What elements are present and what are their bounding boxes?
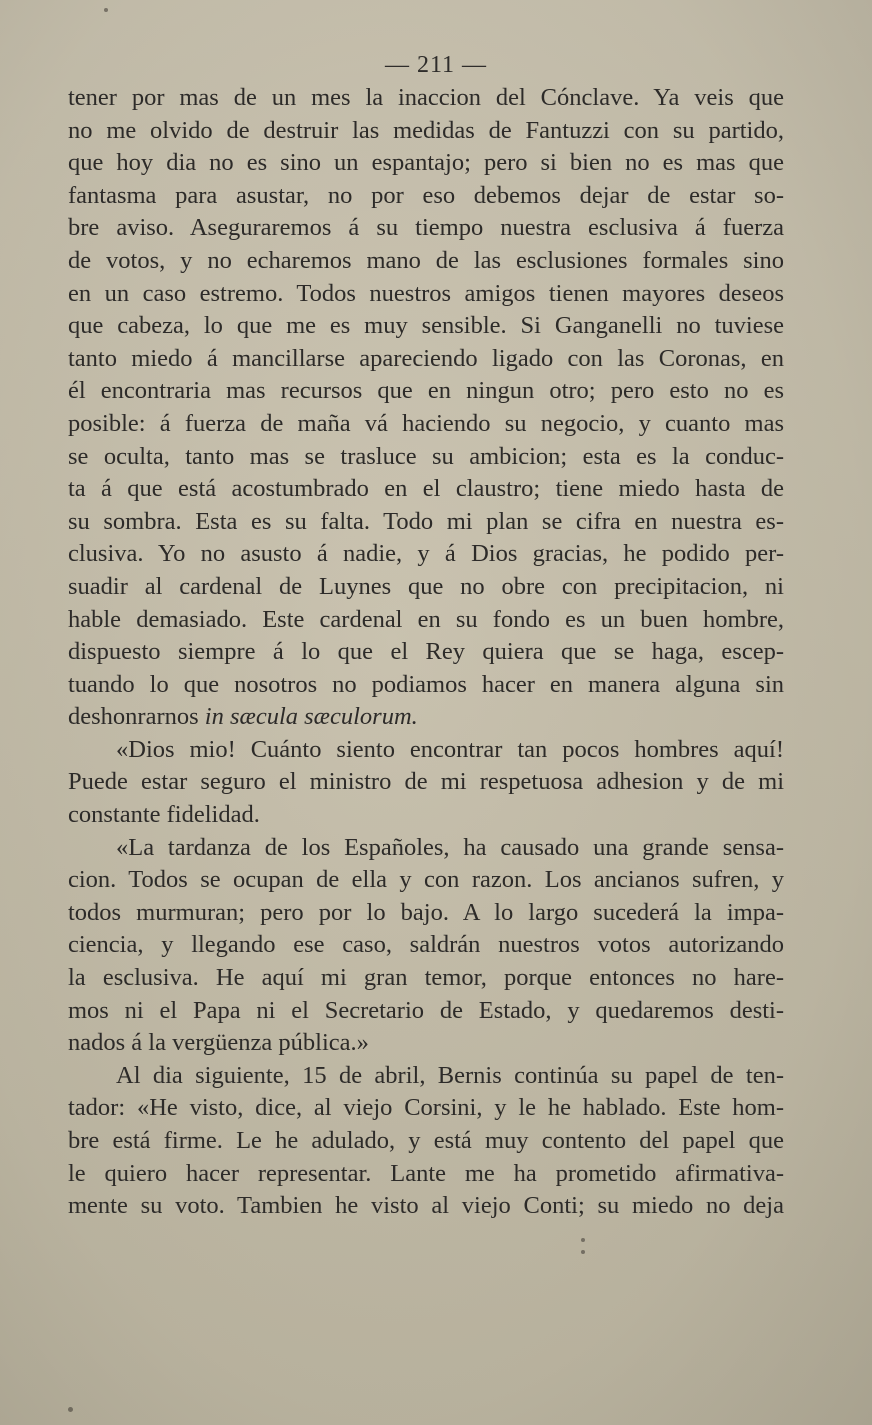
text-line: [68, 212, 784, 245]
text-line-content: «Dios mio! Cuánto siento encontrar tan pocos hombres aquí!: [116, 735, 784, 763]
text-line-content: su sombra. Esta es su falta. Todo mi plan se cifra en nuestra es-: [68, 507, 784, 535]
text-line-content: ciencia, y llegando ese caso, saldrán nuestros votos autorizando: [68, 931, 784, 959]
text-line: [68, 1125, 784, 1158]
text-line: [68, 571, 784, 604]
text-line: [68, 734, 784, 767]
text-line-content: de votos, y no echaremos mano de las esclusiones formales sino: [68, 246, 784, 274]
text-line: [68, 669, 784, 702]
text-line-content: que cabeza, lo que me es muy sensible. Si Ganganelli no tuviese: [68, 312, 784, 340]
text-line-content: fantasma para asustar, no por eso debemos dejar de estar so-: [68, 181, 784, 209]
text-line-content: que hoy dia no es sino un espantajo; pero si bien no es mas que: [68, 149, 784, 177]
text-line-content: no me olvido de destruir las medidas de Fantuzzi con su partido,: [68, 116, 784, 144]
text-line: [68, 1190, 784, 1223]
text-line: [68, 245, 784, 278]
text-line: [68, 278, 784, 311]
text-line: [68, 473, 784, 506]
text-line: [68, 995, 784, 1028]
page-number: — 211 —: [384, 52, 488, 78]
text-line: [68, 864, 784, 897]
text-line-content: nados á la vergüenza pública.»: [68, 1029, 369, 1057]
text-line-content: bre aviso. Aseguraremos á su tiempo nuestra esclusiva á fuerza: [68, 214, 784, 242]
text-line-content: mente su voto. Tambien he visto al viejo Conti; su miedo no deja: [68, 1192, 784, 1220]
text-line-content: dispuesto siempre á lo que el Rey quiera que se haga, escep-: [68, 638, 784, 666]
text-line: [68, 799, 784, 832]
text-line-content: en un caso estremo. Todos nuestros amigos tienen mayores deseos: [68, 279, 784, 307]
ink-spot: [581, 1238, 585, 1242]
text-line: [68, 604, 784, 637]
text-line: [68, 897, 784, 930]
text-line: [68, 1158, 784, 1191]
text-line-content: él encontraria mas recursos que en ningun otro; pero esto no es: [68, 377, 784, 405]
text-line-content: mos ni el Papa ni el Secretario de Estado, y quedaremos desti-: [68, 996, 784, 1024]
text-line: [68, 115, 784, 148]
text-line: [68, 929, 784, 962]
text-line-content: «La tardanza de los Españoles, ha causado una grande sensa-: [116, 833, 784, 861]
text-line: [68, 343, 784, 376]
text-line-content: tanto miedo á mancillarse apareciendo ligado con las Coronas, en: [68, 344, 784, 372]
text-line: [68, 701, 784, 734]
ink-spot: [104, 8, 108, 12]
text-line-content: posible: á fuerza de maña vá haciendo su negocio, y cuanto mas: [68, 409, 784, 437]
text-line-content: le quiero hacer representar. Lante me ha prometido afirmativa-: [68, 1159, 784, 1187]
text-line-content: clusiva. Yo no asusto á nadie, y á Dios gracias, he podido per-: [68, 540, 784, 568]
text-line: [68, 1092, 784, 1125]
text-line-content: bre está firme. Le he adulado, y está muy contento del papel que: [68, 1127, 784, 1154]
text-line-content: hable demasiado. Este cardenal en su fondo es un buen hombre,: [68, 605, 784, 633]
text-line-content: tador: «He visto, dice, al viejo Corsini, y le he hablado. Este hom-: [68, 1094, 784, 1122]
text-line: [68, 408, 784, 441]
body-text: [68, 82, 784, 1223]
text-line: [68, 636, 784, 669]
text-line: [68, 832, 784, 865]
text-line: [68, 506, 784, 539]
ink-spot: [68, 1407, 73, 1412]
text-line-content: ta á que está acostumbrado en el claustro; tiene miedo hasta de: [68, 475, 784, 503]
text-line: [68, 1027, 784, 1060]
text-line: [68, 147, 784, 180]
text-line-content: constante fidelidad.: [68, 801, 260, 829]
text-line: [68, 82, 784, 115]
text-line-content: tener por mas de un mes la inaccion del Cónclave. Ya veis que: [68, 84, 784, 111]
text-line-content: suadir al cardenal de Luynes que no obre con precipitacion, ni: [68, 572, 784, 600]
ink-spot: [581, 1250, 585, 1254]
text-line: [68, 766, 784, 799]
text-line-content: Puede estar seguro el ministro de mi respetuosa adhesion y de mi: [68, 768, 784, 796]
text-line-content: todos murmuran; pero por lo bajo. A lo largo sucederá la impa-: [68, 898, 784, 926]
text-line-content: la esclusiva. He aquí mi gran temor, porque entonces no hare-: [68, 964, 784, 992]
text-line-content: cion. Todos se ocupan de ella y con razon. Los ancianos sufren, y: [68, 866, 784, 894]
text-line: [68, 310, 784, 343]
text-line-content: se oculta, tanto mas se trasluce su ambicion; esta es la conduc-: [68, 442, 784, 470]
text-line: [68, 180, 784, 213]
text-line-content: deshonrarnos: [68, 703, 199, 731]
text-line-content: tuando lo que nosotros no podiamos hacer en manera alguna sin: [68, 670, 784, 698]
text-line: [68, 538, 784, 571]
italic-phrase: in sæcula sæculorum.: [204, 703, 418, 731]
text-line: [68, 375, 784, 408]
text-line-content: Al dia siguiente, 15 de abril, Bernis continúa su papel de ten-: [116, 1061, 784, 1089]
text-line: [68, 1060, 784, 1093]
text-line: [68, 441, 784, 474]
text-line: [68, 962, 784, 995]
